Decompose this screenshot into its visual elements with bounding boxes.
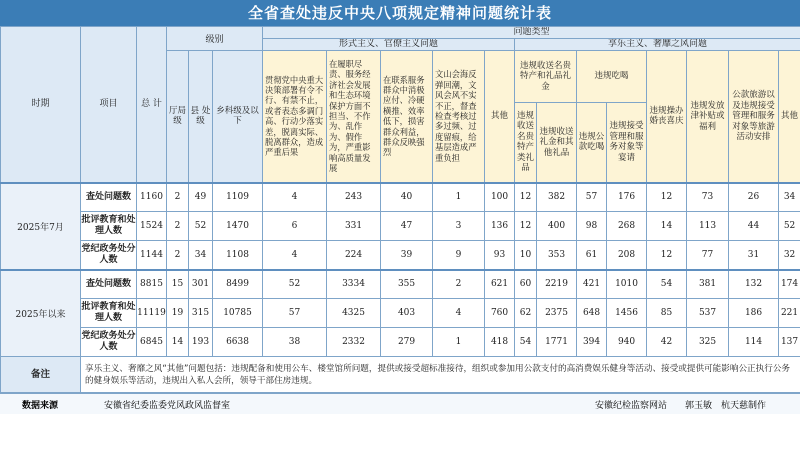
table-cell: 1 — [433, 183, 485, 212]
table-cell: 394 — [577, 328, 607, 357]
table-cell: 137 — [779, 328, 800, 357]
table-cell: 940 — [607, 328, 647, 357]
table-cell: 243 — [327, 183, 381, 212]
header-hedonism-subsidy: 违规发放津补贴或福利 — [687, 51, 729, 183]
table-cell: 93 — [485, 241, 515, 270]
table-cell: 418 — [485, 328, 515, 357]
table-cell: 760 — [485, 299, 515, 328]
header-formalism-1: 贯彻党中央重大决策部署有令不行、有禁不止，或者表态多调门高、行动少落实差，脱离实际、脱离群众，造成严重后果 — [263, 51, 327, 183]
header-level-county: 县 处级 — [189, 51, 213, 183]
table-cell: 2219 — [537, 270, 577, 299]
header-level-township: 乡科级及以下 — [213, 51, 263, 183]
table-cell: 174 — [779, 270, 800, 299]
table-row — [1, 241, 800, 270]
header-gift-specialty: 违规收送名贵特产类礼品 — [515, 103, 537, 183]
table-cell: 8499 — [213, 270, 263, 299]
table-row — [1, 299, 800, 328]
table-row — [1, 212, 800, 241]
table-row — [1, 270, 800, 299]
table-cell: 208 — [607, 241, 647, 270]
table-cell: 32 — [779, 241, 800, 270]
table-row — [1, 183, 800, 212]
table-cell: 6638 — [213, 328, 263, 357]
header-period: 时期 — [1, 27, 81, 183]
table-cell: 12 — [515, 212, 537, 241]
table-cell: 268 — [607, 212, 647, 241]
table-cell: 85 — [647, 299, 687, 328]
table-cell: 1 — [433, 328, 485, 357]
table-cell: 1144 — [137, 241, 167, 270]
header-dining-public: 违规公款吃喝 — [577, 103, 607, 183]
table-cell: 98 — [577, 212, 607, 241]
table-cell: 221 — [779, 299, 800, 328]
table-cell: 136 — [485, 212, 515, 241]
table-cell: 193 — [189, 328, 213, 357]
table-cell: 12 — [647, 183, 687, 212]
header-level-bureau: 厅局级 — [167, 51, 189, 183]
table-cell: 353 — [537, 241, 577, 270]
table-cell: 1771 — [537, 328, 577, 357]
table-cell: 1108 — [213, 241, 263, 270]
header-problem-type: 问题类型 — [263, 27, 800, 39]
table-cell: 132 — [729, 270, 779, 299]
table-cell: 186 — [729, 299, 779, 328]
period-label: 2025年7月 — [1, 183, 81, 270]
table-cell: 325 — [687, 328, 729, 357]
table-cell: 537 — [687, 299, 729, 328]
table-cell: 113 — [687, 212, 729, 241]
table-cell: 403 — [381, 299, 433, 328]
table-cell: 3334 — [327, 270, 381, 299]
table-cell: 355 — [381, 270, 433, 299]
table-cell: 400 — [537, 212, 577, 241]
table-cell: 77 — [687, 241, 729, 270]
table-cell: 315 — [189, 299, 213, 328]
table-cell: 2375 — [537, 299, 577, 328]
table-cell: 648 — [577, 299, 607, 328]
table-cell: 4 — [263, 241, 327, 270]
table-cell: 9 — [433, 241, 485, 270]
table-cell: 279 — [381, 328, 433, 357]
table-cell: 11119 — [137, 299, 167, 328]
table-cell: 2 — [167, 241, 189, 270]
note-text: 享乐主义、奢靡之风“其他”问题包括：违规配备和使用公车、楼堂馆所问题，提供或接受超标准接待，组织或参加用公款支付的高消费娱乐健身等活动、接受或提供可能影响公正执行公务的健身娱乐等活动，违规出入私人会所，领导干部住房违规。 — [81, 357, 800, 393]
footer-source: 安徽省纪委监委党风政风监督室 — [104, 400, 231, 411]
table-cell: 8815 — [137, 270, 167, 299]
header-hedonism-other: 其他 — [779, 51, 800, 183]
table-cell: 31 — [729, 241, 779, 270]
table-cell: 44 — [729, 212, 779, 241]
table-cell: 47 — [381, 212, 433, 241]
table-cell: 381 — [687, 270, 729, 299]
table-cell: 6845 — [137, 328, 167, 357]
header-level: 级别 — [167, 27, 263, 51]
table-cell: 15 — [167, 270, 189, 299]
table-cell: 382 — [537, 183, 577, 212]
row-label: 党纪政务处分人数 — [81, 328, 137, 357]
row-label: 查处问题数 — [81, 183, 137, 212]
table-cell: 2 — [433, 270, 485, 299]
header-hedonism-travel: 公款旅游以及违规接受管理和服务对象等旅游活动安排 — [729, 51, 779, 183]
table-cell: 52 — [189, 212, 213, 241]
table-cell: 4 — [433, 299, 485, 328]
table-cell: 12 — [515, 183, 537, 212]
stats-table — [0, 26, 800, 393]
table-cell: 176 — [607, 183, 647, 212]
table-cell: 62 — [515, 299, 537, 328]
table-cell: 2 — [167, 212, 189, 241]
footer-label: 数据来源 — [21, 400, 58, 411]
table-cell: 19 — [167, 299, 189, 328]
table-cell: 12 — [647, 241, 687, 270]
table-cell: 40 — [381, 183, 433, 212]
table-cell: 1456 — [607, 299, 647, 328]
table-cell: 2 — [167, 183, 189, 212]
header-formalism: 形式主义、官僚主义问题 — [263, 39, 515, 51]
header-formalism-3: 在联系服务群众中消极应付、冷硬横推、效率低下，损害群众利益，群众反映强烈 — [381, 51, 433, 183]
header-gift-money: 违规收送礼金和其他礼品 — [537, 103, 577, 183]
table-cell: 301 — [189, 270, 213, 299]
table-cell: 114 — [729, 328, 779, 357]
row-label: 查处问题数 — [81, 270, 137, 299]
table-cell: 57 — [577, 183, 607, 212]
table-cell: 49 — [189, 183, 213, 212]
table-row — [1, 328, 800, 357]
table-cell: 4 — [263, 183, 327, 212]
table-cell: 34 — [779, 183, 800, 212]
table-cell: 52 — [263, 270, 327, 299]
header-formalism-other: 其他 — [485, 51, 515, 183]
page-title: 全省查处违反中央八项规定精神问题统计表 — [0, 0, 800, 26]
table-cell: 1010 — [607, 270, 647, 299]
table-cell: 10785 — [213, 299, 263, 328]
table-cell: 14 — [647, 212, 687, 241]
header-hedonism-wedding: 违规操办婚丧喜庆 — [647, 51, 687, 183]
table-cell: 2332 — [327, 328, 381, 357]
table-cell: 1160 — [137, 183, 167, 212]
table-cell: 14 — [167, 328, 189, 357]
table-cell: 224 — [327, 241, 381, 270]
header-dining: 违规吃喝 — [577, 51, 647, 103]
table-cell: 421 — [577, 270, 607, 299]
table-cell: 38 — [263, 328, 327, 357]
table-cell: 1109 — [213, 183, 263, 212]
table-cell: 42 — [647, 328, 687, 357]
header-formalism-2: 在履职尽责、服务经济社会发展和生态环境保护方面不担当、不作为、乱作为、假作为，严重影响高质量发展 — [327, 51, 381, 183]
footer — [0, 393, 800, 414]
table-cell: 1524 — [137, 212, 167, 241]
header-dining-banquet: 违规接受管理和服务对象等宴请 — [607, 103, 647, 183]
table-cell: 57 — [263, 299, 327, 328]
table-cell: 331 — [327, 212, 381, 241]
row-label: 批评教育和处理人数 — [81, 212, 137, 241]
table-cell: 61 — [577, 241, 607, 270]
table-cell: 100 — [485, 183, 515, 212]
table-cell: 10 — [515, 241, 537, 270]
table-cell: 3 — [433, 212, 485, 241]
header-gift: 违规收送名贵特产和礼品礼金 — [515, 51, 577, 103]
header-total: 总 计 — [137, 27, 167, 183]
table-cell: 54 — [647, 270, 687, 299]
footer-credit: 安徽纪检监察网站 郭玉敏 杭天慈制作 — [594, 400, 766, 411]
row-label: 党纪政务处分人数 — [81, 241, 137, 270]
table-cell: 26 — [729, 183, 779, 212]
header-formalism-4: 文山会海反弹回潮，文风会风不实不正，督查检查考核过多过频、过度留痕，给基层造成严重负担 — [433, 51, 485, 183]
header-hedonism: 享乐主义、奢靡之风问题 — [515, 39, 800, 51]
table-cell: 6 — [263, 212, 327, 241]
table-cell: 73 — [687, 183, 729, 212]
header-item: 项目 — [81, 27, 137, 183]
table-cell: 621 — [485, 270, 515, 299]
note-label: 备注 — [1, 357, 81, 393]
table-cell: 60 — [515, 270, 537, 299]
period-label: 2025年以来 — [1, 270, 81, 357]
table-cell: 54 — [515, 328, 537, 357]
table-cell: 1470 — [213, 212, 263, 241]
row-label: 批评教育和处理人数 — [81, 299, 137, 328]
table-cell: 34 — [189, 241, 213, 270]
table-cell: 52 — [779, 212, 800, 241]
table-cell: 39 — [381, 241, 433, 270]
table-cell: 4325 — [327, 299, 381, 328]
